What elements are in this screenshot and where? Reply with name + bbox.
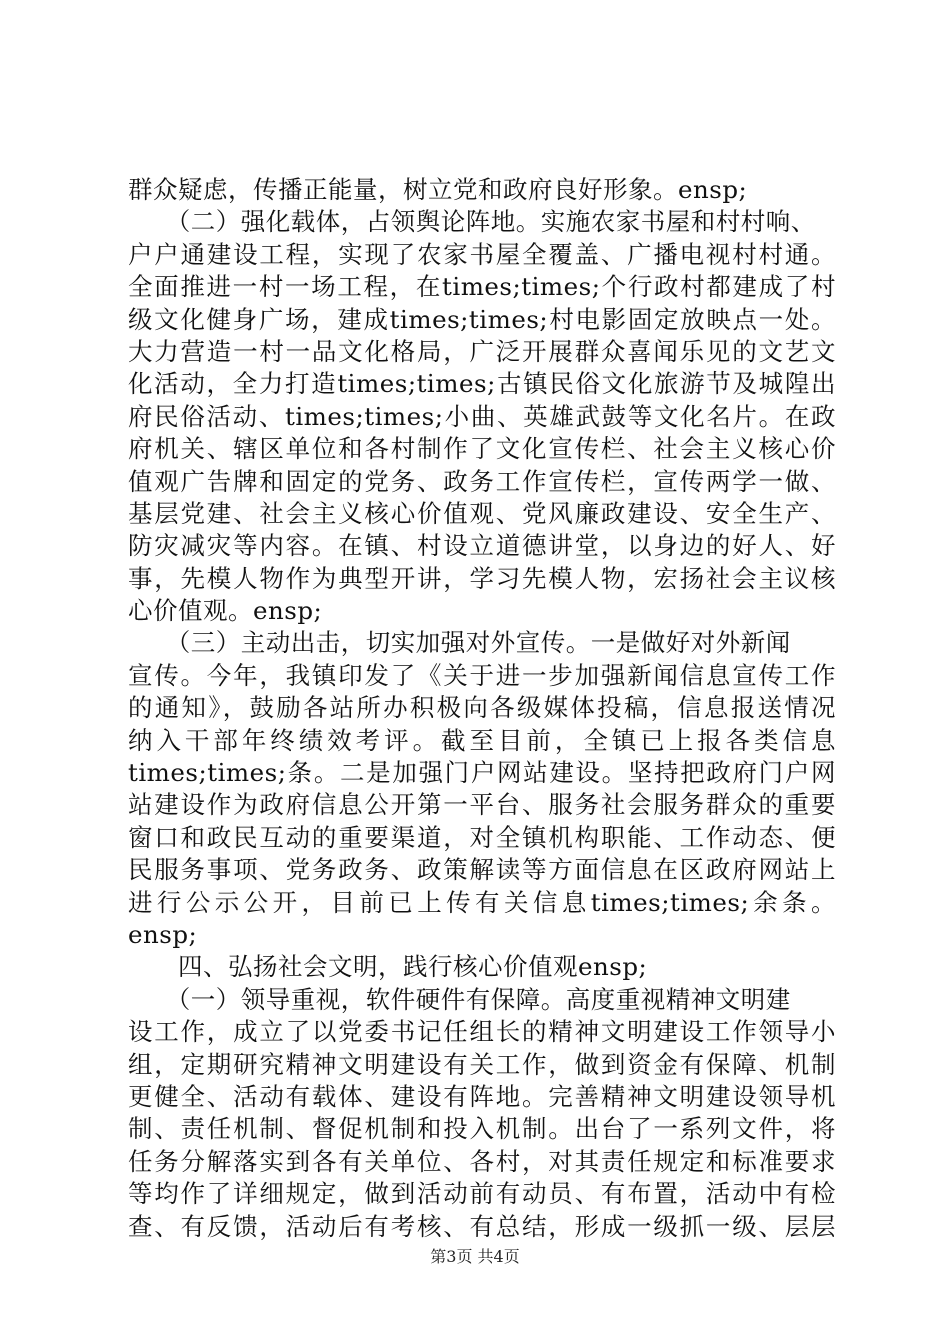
text-line: （三）主动出击，切实加强对外宣传。一是做好对外新闻 <box>128 628 791 658</box>
text-line: 级文化健身广场，建成times;times;村电影固定放映点一处。 <box>128 304 836 334</box>
text-line: 全面推进一村一场工程，在times;times;个行政村都建成了村 <box>128 272 836 302</box>
text-line: 府机关、辖区单位和各村制作了文化宣传栏、社会主义核心价 <box>128 434 836 464</box>
text-line: 查、有反馈，活动后有考核、有总结，形成一级抓一级、层层 <box>128 1211 836 1241</box>
text-line: 户户通建设工程，实现了农家书屋全覆盖、广播电视村村通。 <box>128 239 836 269</box>
text-line: 化活动，全力打造times;times;古镇民俗文化旅游节及城隍出 <box>128 369 836 399</box>
text-line: 进行公示公开，目前已上传有关信息times;times;余条。 <box>128 887 836 917</box>
text-line: 群众疑虑，传播正能量，树立党和政府良好形象。ensp; <box>128 175 748 204</box>
text-line: 站建设作为政府信息公开第一平台、服务社会服务群众的重要 <box>128 790 836 820</box>
text-line: 的通知》，鼓励各站所办积极向各级媒体投稿，信息报送情况 <box>128 693 836 723</box>
page-footer: 第3页 共4页 <box>430 1247 520 1266</box>
document-body <box>128 174 836 1243</box>
text-line: 制、责任机制、督促机制和投入机制。出台了一系列文件，将 <box>128 1114 836 1144</box>
text-line: 大力营造一村一品文化格局，广泛开展群众喜闻乐见的文艺文 <box>128 336 836 366</box>
text-line: 等均作了详细规定，做到活动前有动员、有布置，活动中有检 <box>128 1179 836 1209</box>
text-line: 窗口和政民互动的重要渠道，对全镇机构职能、工作动态、便 <box>128 822 836 852</box>
text-line: times;times;条。二是加强门户网站建设。坚持把政府门户网 <box>128 758 836 788</box>
text-line: 四、弘扬社会文明，践行核心价值观ensp; <box>128 952 648 982</box>
text-line: 设工作，成立了以党委书记任组长的精神文明建设工作领导小 <box>128 1017 836 1047</box>
text-line: 纳入干部年终绩效考评。截至目前，全镇已上报各类信息 <box>128 725 836 755</box>
text-line: 防灾减灾等内容。在镇、村设立道德讲堂，以身边的好人、好 <box>128 531 836 561</box>
text-line: （二）强化载体，占领舆论阵地。实施农家书屋和村村响、 <box>128 207 816 237</box>
text-line: 府民俗活动、times;times;小曲、英雄武鼓等文化名片。在政 <box>128 401 836 431</box>
text-line: （一）领导重视，软件硬件有保障。高度重视精神文明建 <box>128 984 791 1014</box>
text-line: 基层党建、社会主义核心价值观、党风廉政建设、安全生产、 <box>128 498 836 528</box>
text-line: 民服务事项、党务政务、政策解读等方面信息在区政府网站上 <box>128 855 836 885</box>
text-line: 值观广告牌和固定的党务、政务工作宣传栏，宣传两学一做、 <box>128 466 836 496</box>
text-line: 宣传。今年，我镇印发了《关于进一步加强新闻信息宣传工作 <box>128 660 836 690</box>
text-line: 任务分解落实到各有关单位、各村，对其责任规定和标准要求 <box>128 1146 836 1176</box>
text-line: ensp; <box>128 919 198 949</box>
text-line: 事，先模人物作为典型开讲，学习先模人物，宏扬社会主议核 <box>128 563 836 593</box>
text-line: 组，定期研究精神文明建设有关工作，做到资金有保障、机制 <box>128 1049 836 1079</box>
text-line: 更健全、活动有载体、建设有阵地。完善精神文明建设领导机 <box>128 1081 836 1111</box>
text-line: 心价值观。ensp; <box>128 596 323 626</box>
